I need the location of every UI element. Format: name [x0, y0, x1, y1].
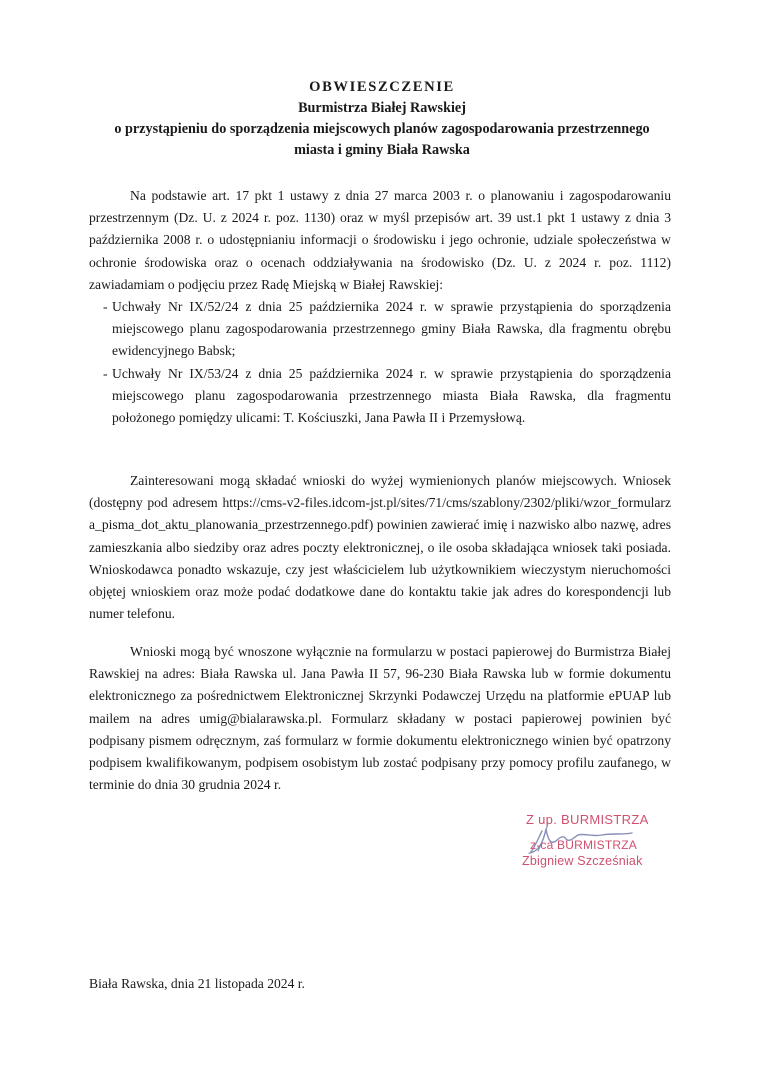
- list-dash: -: [103, 365, 108, 381]
- resolutions-list: [89, 296, 671, 429]
- document-subject-line-2: miasta i gminy Biała Rawska: [294, 142, 470, 158]
- intro-paragraph: Na podstawie art. 17 pkt 1 ustawy z dnia 27 marca 2003 r. o planowaniu i zagospodarowaniu przestrzennym (Dz. U. z 2024 r. poz. 1130) oraz w myśl przepisów art. 39 ust.1 pkt 1 ustawy z dnia 3 października 2008 r. o udostępnianiu informacji o środowisku i jego ochronie, udziale społeczeństwa w ochronie środowiska oraz o ocenach oddziaływania na środowisko (Dz. U. z 2024 r. poz. 1112) zawiadamiam o podjęciu przez Radę Miejską w Białej Rawskiej:: [89, 188, 671, 292]
- list-dash: -: [103, 299, 108, 315]
- list-item: [89, 296, 671, 363]
- document-subject-line-1: o przystąpieniu do sporządzenia miejscowych planów zagospodarowania przestrzennego: [114, 121, 650, 137]
- signature-stamp: [512, 809, 662, 877]
- intro-section: [89, 185, 671, 429]
- document-subtitle: Burmistrza Białej Rawskiej: [298, 100, 466, 116]
- list-item-text: Uchwały Nr IX/52/24 z dnia 25 października 2024 r. w sprawie przystąpienia do sporządzenia miejscowego planu zagospodarowania przestrzennego gminy Biała Rawska, dla fragmentu obrębu ewidencyjnego Babsk;: [112, 299, 671, 359]
- stamp-line-name: Zbigniew Szcześniak: [522, 854, 643, 868]
- stamp-line-authority: Z up. BURMISTRZA: [526, 812, 649, 827]
- applications-text-before-url: Zainteresowani mogą składać wnioski do wyżej wymienionych planów miejscowych. Wniosek (dostępny pod adresem: [89, 473, 671, 511]
- document-title: OBWIESZCZENIE: [309, 79, 455, 95]
- applications-paragraph: [89, 470, 671, 625]
- list-item-text: Uchwały Nr IX/53/24 z dnia 25 października 2024 r. w sprawie przystąpienia do sporządzenia miejscowego planu zagospodarowania przestrzennego miasta Biała Rawska, dla fragmentu położonego pomiędzy ulicami: T. Kościuszki, Jana Pawła II i Przemysłową.: [112, 365, 671, 426]
- submission-paragraph: Wnioski mogą być wnoszone wyłącznie na formularzu w postaci papierowej do Burmistrza Białej Rawskiej na adres: Biała Rawska ul. Jana Pawła II 57, 96-230 Biała Rawska lub w formie dokumentu elektronicznego za pośrednictwem Elektronicznej Skrzynki Podawczej Urzędu na platformie ePUAP lub mailem na adres umig@bialarawska.pl. Formularz składany w postaci papierowej powinien być podpisany pismem odręcznym, zaś formularz w formie dokumentu elektronicznego winien być opatrzony podpisem kwalifikowanym, podpisem osobistym lub zostać podpisany przy pomocy profilu zaufanego, w terminie do dnia 30 grudnia 2024 r.: [89, 644, 671, 793]
- applications-text-after-url: ) powinien zawierać imię i nazwisko albo nazwę, adres zamieszkania albo siedziby oraz adres poczty elektronicznej, o ile osoba składająca wniosek taki posiada. Wnioskodawca ponadto wskazuje, czy jest właścicielem lub użytkownikiem wieczystym nieruchomości objętej wnioskiem oraz może podać dodatkowe dane do kontaktu takie jak adres do korespondencji lub numer telefonu.: [89, 517, 671, 622]
- applications-section: [89, 470, 671, 625]
- list-item: [89, 363, 671, 430]
- stamp-line-deputy: z-ca BURMISTRZA: [530, 838, 638, 852]
- place-and-date: Biała Rawska, dnia 21 listopada 2024 r.: [89, 976, 305, 991]
- document-header: [60, 77, 704, 161]
- form-template-url: https://cms-v2-files.idcom-jst.pl/sites/71/cms/szablony/2302/pliki/wzor_formularza_pisma_dot_aktu_planowania_przestrzennego.pdf: [89, 495, 671, 533]
- submission-section: [89, 641, 671, 796]
